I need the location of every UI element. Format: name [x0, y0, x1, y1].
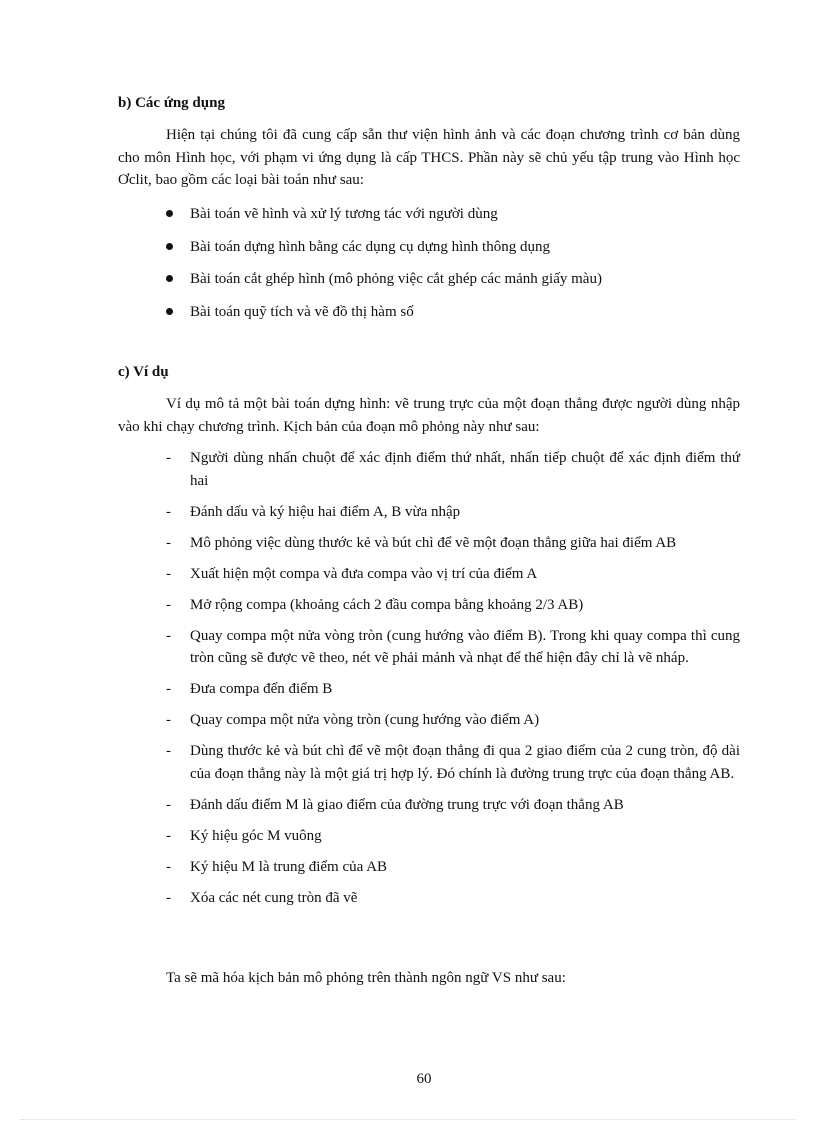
- step-text: Đánh dấu điểm M là giao điểm của đường trung trực với đoạn thẳng AB: [190, 796, 624, 813]
- step-text: Ký hiệu góc M vuông: [190, 827, 322, 844]
- step-text: Xóa các nét cung tròn đã vẽ: [190, 889, 358, 906]
- bullet-icon: [166, 308, 173, 315]
- dash-marker: -: [166, 596, 171, 613]
- dash-marker: -: [166, 743, 171, 759]
- step-text: Xuất hiện một compa và đưa compa vào vị trí của điểm A: [190, 565, 538, 582]
- dash-marker: -: [166, 796, 171, 813]
- dash-marker: -: [166, 565, 171, 582]
- dash-marker: -: [166, 627, 171, 644]
- step-item: [163, 678, 740, 701]
- scenario-step-list: [163, 447, 740, 918]
- step-item: [163, 563, 740, 586]
- bullet-text: Bài toán dựng hình bằng các dụng cụ dựng hình thông dụng: [190, 238, 550, 255]
- step-item: [163, 856, 740, 879]
- section-c-heading: c) Ví dụ: [118, 364, 169, 380]
- dash-marker: -: [166, 503, 171, 520]
- step-item: [163, 887, 740, 910]
- bullet-item: [163, 236, 743, 269]
- bullet-icon: [166, 243, 173, 250]
- closing-sentence: Ta sẽ mã hóa kịch bản mô phỏng trên thành ngôn ngữ VS như sau:: [166, 970, 566, 986]
- step-item: [163, 625, 740, 670]
- bullet-item: [163, 203, 743, 236]
- step-text: Quay compa một nửa vòng tròn (cung hướng vào điểm A): [190, 712, 540, 728]
- bullet-text: Bài toán quỹ tích và vẽ đồ thị hàm số: [190, 303, 414, 320]
- section-b-heading: b) Các ứng dụng: [118, 95, 225, 111]
- step-item: [163, 532, 740, 555]
- step-text: Mở rộng compa (khoảng cách 2 đầu compa bằng khoảng 2/3 AB): [190, 596, 584, 613]
- step-text: Ký hiệu M là trung điểm của AB: [190, 858, 388, 875]
- page-number: 60: [416, 1071, 432, 1087]
- step-item: [163, 594, 740, 617]
- dash-marker: -: [166, 827, 171, 844]
- bullet-item: [163, 301, 743, 334]
- dash-marker: -: [166, 681, 171, 697]
- page-bottom-divider: [20, 1119, 796, 1120]
- step-text: Quay compa một nửa vòng tròn (cung hướng vào điểm B). Trong khi quay compa thì cung tròn cũng sẽ được vẽ theo, nét vẽ phải mảnh và nhạt để thể hiện đây chỉ là vẽ nháp.: [190, 627, 740, 666]
- step-item: [163, 740, 740, 785]
- bullet-item: [163, 268, 743, 301]
- application-bullet-list: [163, 203, 743, 333]
- step-item: [163, 709, 740, 732]
- step-item: [163, 447, 740, 492]
- dash-marker: -: [166, 712, 171, 728]
- step-item: [163, 501, 740, 524]
- step-item: [163, 794, 740, 817]
- dash-marker: -: [166, 534, 171, 551]
- section-b-intro: Hiện tại chúng tôi đã cung cấp sẵn thư viện hình ảnh và các đoạn chương trình cơ bản dùng cho môn Hình học, với phạm vi ứng dụng là cấp THCS. Phần này sẽ chủ yếu tập trung vào Hình học Ơclit, bao gồm các loại bài toán như sau:: [118, 127, 740, 188]
- dash-marker: -: [166, 889, 171, 906]
- bullet-icon: [166, 210, 173, 217]
- bullet-icon: [166, 275, 173, 282]
- step-text: Đánh dấu và ký hiệu hai điểm A, B vừa nhập: [190, 503, 461, 520]
- bullet-text: Bài toán cắt ghép hình (mô phỏng việc cắt ghép các mảnh giấy màu): [190, 271, 602, 287]
- bullet-text: Bài toán vẽ hình và xử lý tương tác với người dùng: [190, 206, 498, 222]
- section-c-intro: Ví dụ mô tả một bài toán dựng hình: vẽ trung trực của một đoạn thẳng được người dùng nhập vào khi chạy chương trình. Kịch bản của đoạn mô phỏng này như sau:: [118, 396, 740, 435]
- dash-marker: -: [166, 450, 171, 466]
- step-text: Dùng thước kẻ và bút chì để vẽ một đoạn thẳng đi qua 2 giao điểm của 2 cung tròn, độ dài của đoạn thẳng này là một giá trị hợp lý. Đó chính là đường trung trực của đoạn thẳng AB.: [190, 743, 740, 782]
- dash-marker: -: [166, 858, 171, 875]
- step-text: Người dùng nhấn chuột để xác định điểm thứ nhất, nhấn tiếp chuột để xác định điểm thứ hai: [190, 450, 740, 489]
- step-text: Đưa compa đến điểm B: [190, 681, 333, 697]
- step-text: Mô phỏng việc dùng thước kẻ và bút chì để vẽ một đoạn thẳng giữa hai điểm AB: [190, 534, 677, 551]
- step-item: [163, 825, 740, 848]
